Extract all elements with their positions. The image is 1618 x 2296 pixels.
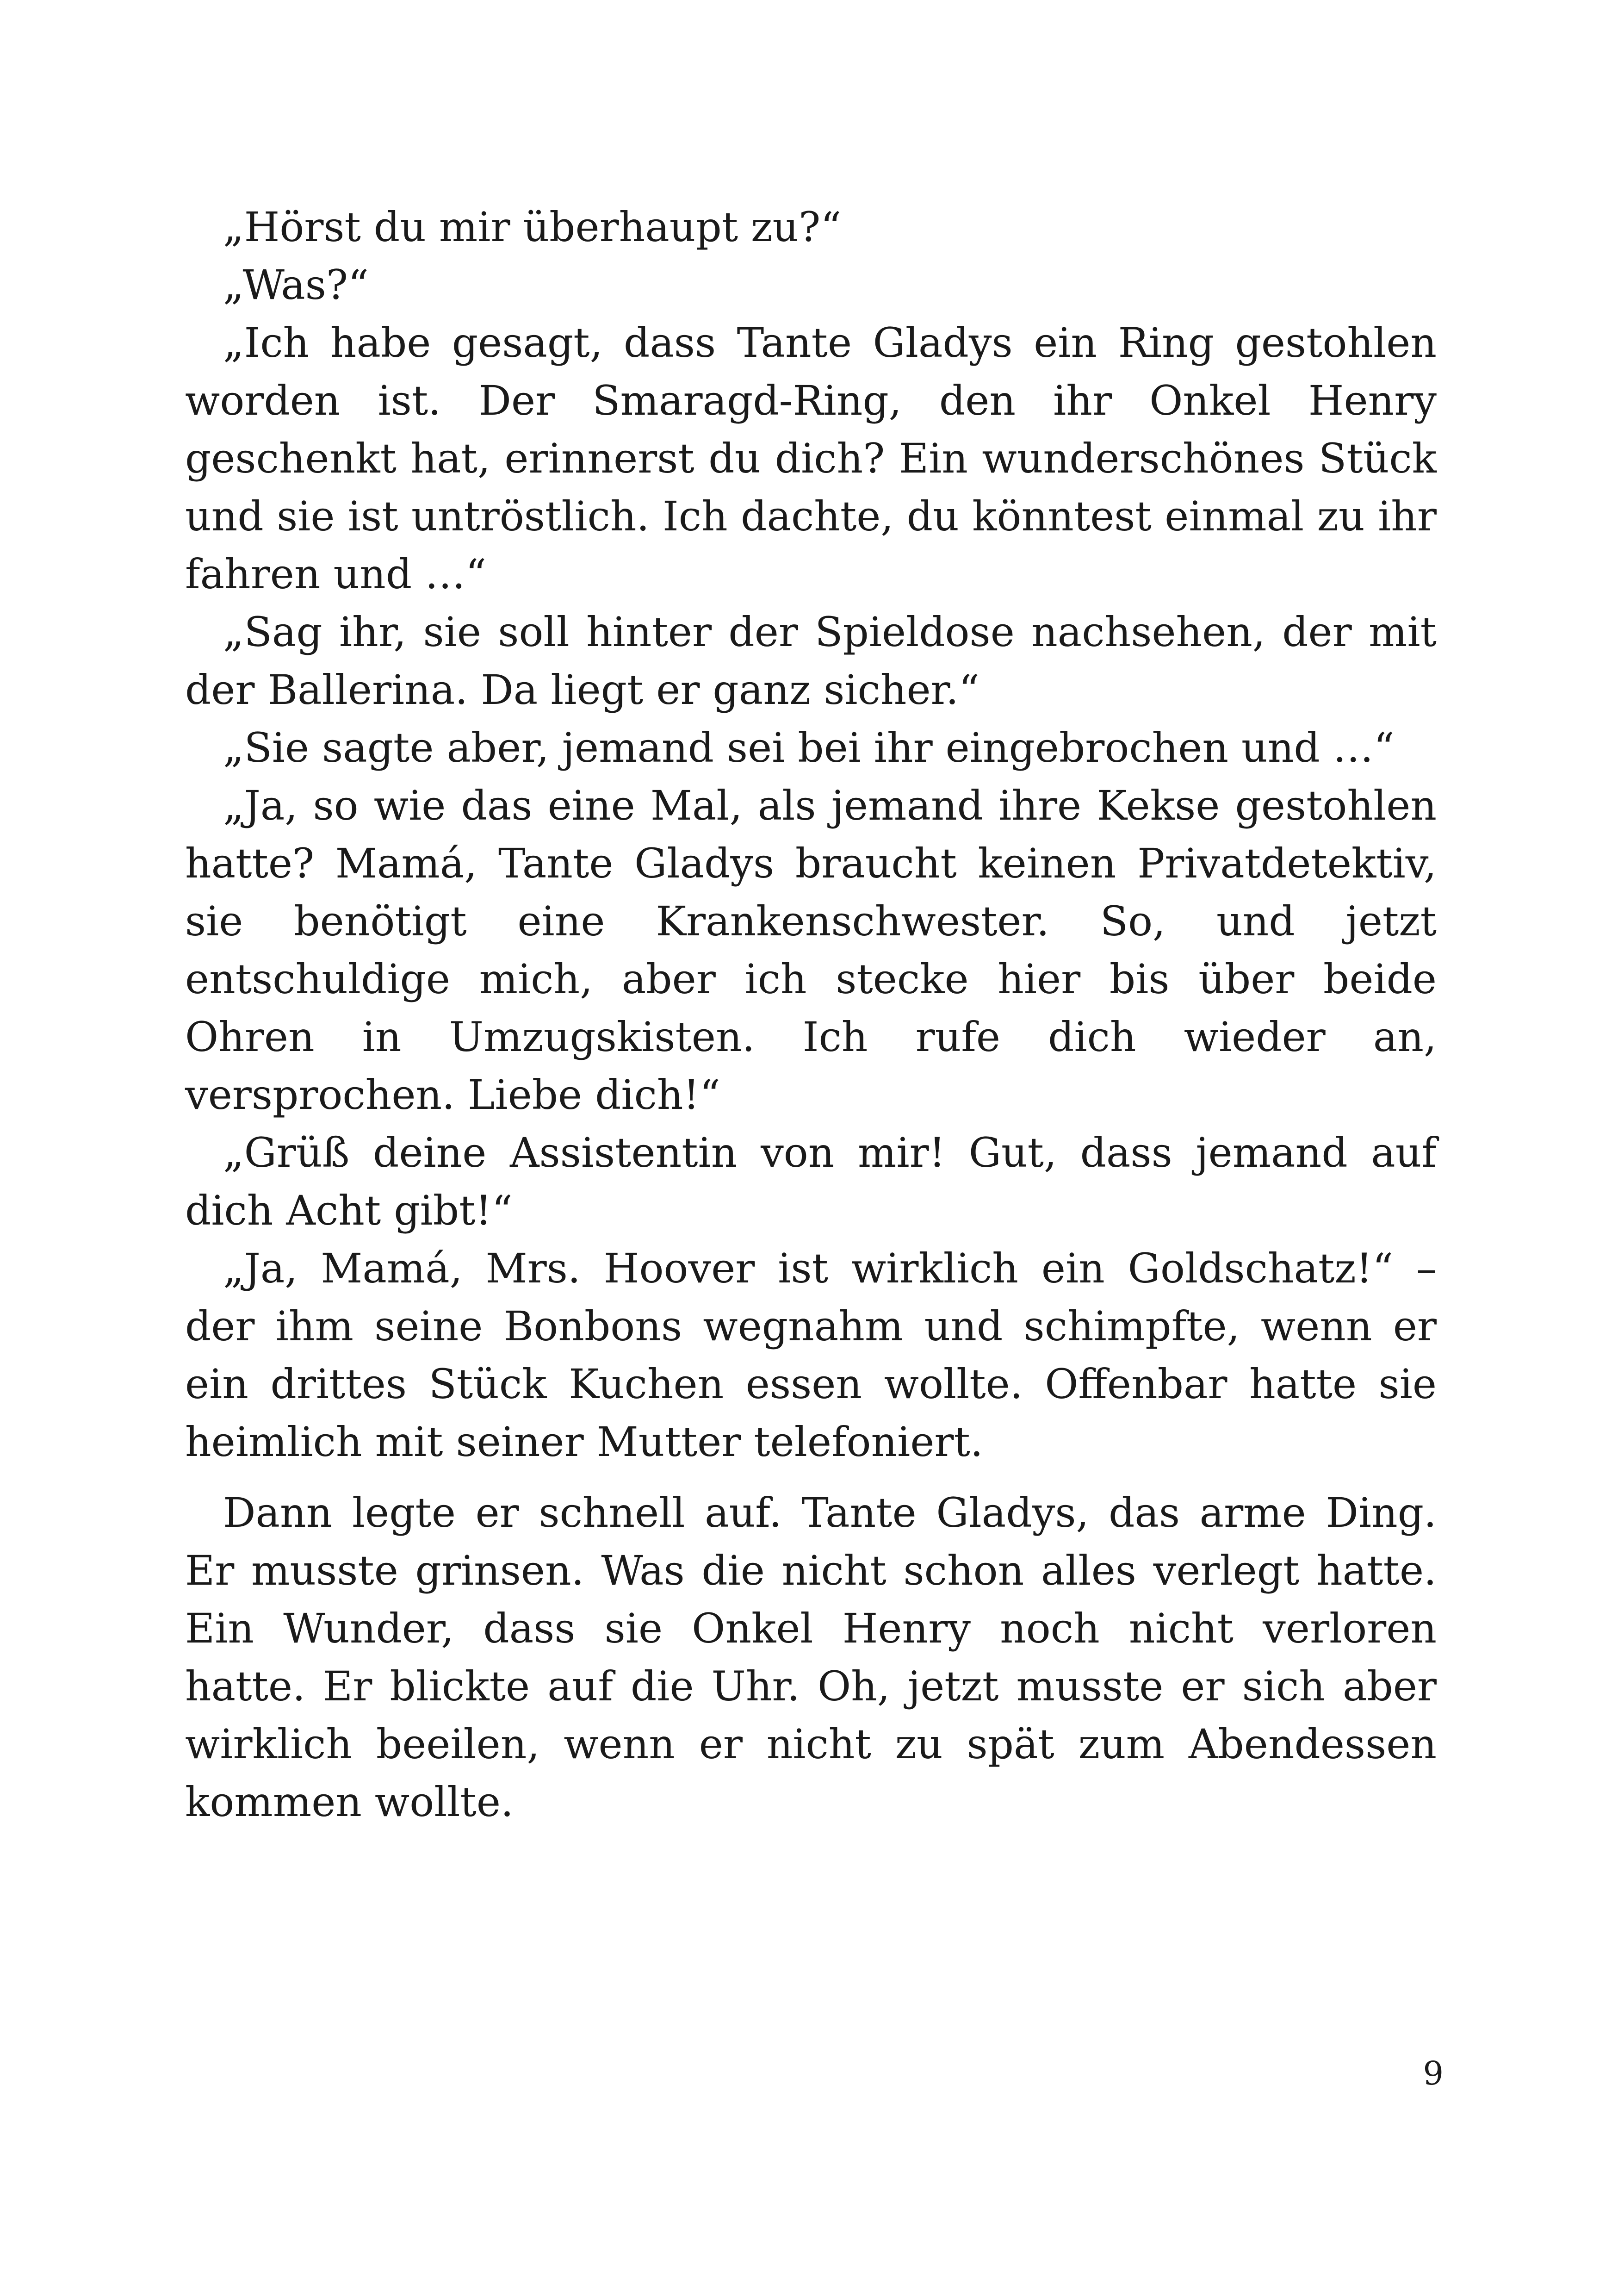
paragraph: „Grüß deine Assistentin von mir! Gut, dass jemand auf dich Acht gibt!“ <box>185 1129 1437 1234</box>
paragraph: „Sie sagte aber, jemand sei bei ihr eingebrochen und …“ <box>223 724 1395 772</box>
paragraph: „Sag ihr, sie soll hinter der Spieldose nachsehen, der mit der Ballerina. Da liegt er ganz sicher.“ <box>185 608 1437 714</box>
paragraph: Dann legte er schnell auf. Tante Gladys, das arme Ding. Er musste grinsen. Was die nicht schon alles verlegt hatte. Ein Wunder, dass sie Onkel Henry noch nicht verloren hatte. Er blickte auf die Uhr. Oh, jetzt musste er sich aber wirklich beeilen, wenn er nicht zu spät zum Abendessen kommen wollte. <box>185 1489 1437 1826</box>
paragraph: „Ich habe gesagt, dass Tante Gladys ein Ring gestohlen worden ist. Der Smaragd-Ring, den ihr Onkel Henry geschenkt hat, erinnerst du dich? Ein wunderschönes Stück und sie ist untröstlich. Ich dachte, du könntest einmal zu ihr fahren und …“ <box>185 319 1437 598</box>
paragraph: „Was?“ <box>223 261 369 309</box>
paragraph: „Hörst du mir überhaupt zu?“ <box>223 203 842 251</box>
paragraph: „Ja, Mamá, Mrs. Hoover ist wirklich ein Goldschatz!“ – der ihm seine Bonbons wegnahm und schimpfte, wenn er ein drittes Stück Kuchen essen wollte. Offenbar hatte sie heimlich mit seiner Mutter telefoniert. <box>185 1244 1437 1466</box>
paragraph: „Ja, so wie das eine Mal, als jemand ihre Kekse gestohlen hatte? Mamá, Tante Gladys braucht keinen Privatdetektiv, sie benötigt eine Krankenschwester. So, und jetzt entschuldige mich, aber ich stecke hier bis über beide Ohren in Umzugskisten. Ich rufe dich wieder an, versprochen. Liebe dich!“ <box>185 782 1437 1119</box>
body-text <box>185 198 1437 1831</box>
page-number: 9 <box>1423 2054 1444 2092</box>
